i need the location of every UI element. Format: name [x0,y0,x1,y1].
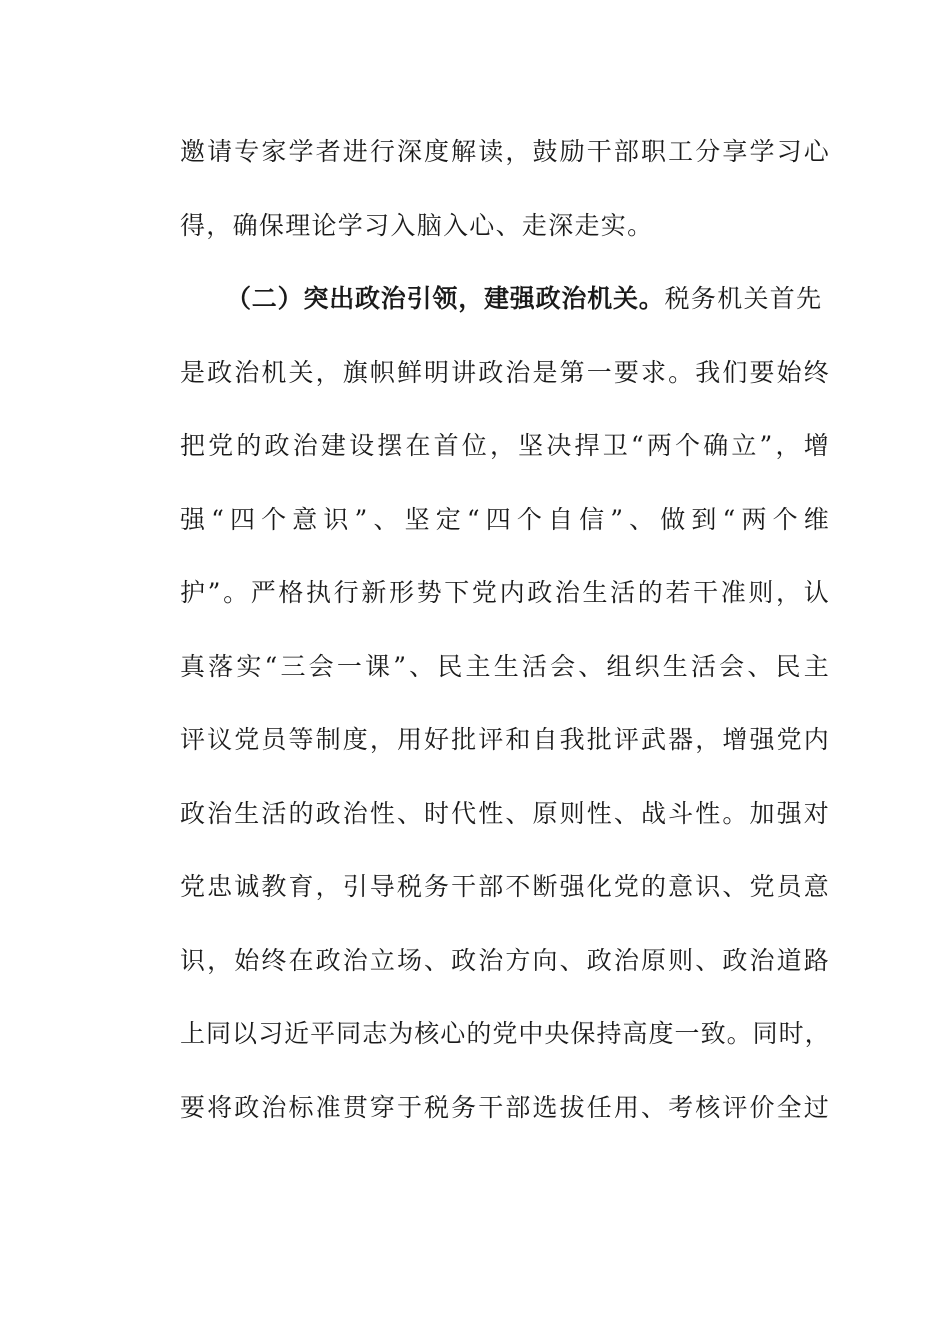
paragraph-line: 把党的政治建设摆在首位，坚决捍卫“两个确立”，增 [180,431,830,460]
paragraph-line: 是政治机关，旗帜鲜明讲政治是第一要求。我们要始终 [180,358,830,387]
section-heading: （二）突出政治引领，建强政治机关。 [226,284,665,313]
section-first-line [226,279,830,319]
section-first-line-text: 税务机关首先 [664,284,823,313]
paragraph-line: 真落实“三会一课”、民主生活会、组织生活会、民主 [180,652,830,681]
paragraph-line: 党忠诚教育，引导税务干部不断强化党的意识、党员意 [180,872,830,901]
paragraph-line: 识，始终在政治立场、政治方向、政治原则、政治道路 [180,946,830,975]
paragraph-line: 护”。严格执行新形势下党内政治生活的若干准则，认 [180,578,830,607]
paragraph-line: 政治生活的政治性、时代性、原则性、战斗性。加强对 [180,799,830,828]
paragraph-line: 评议党员等制度，用好批评和自我批评武器，增强党内 [180,725,830,754]
paragraph-line: 得，确保理论学习入脑入心、走深走实。 [180,211,654,240]
paragraph-line: 强“四个意识”、坚定“四个自信”、做到“两个维 [180,505,830,534]
paragraph-line: 要将政治标准贯穿于税务干部选拔任用、考核评价全过 [180,1093,830,1122]
paragraph-line: 邀请专家学者进行深度解读，鼓励干部职工分享学习心 [180,137,830,166]
paragraph-line: 上同以习近平同志为核心的党中央保持高度一致。同时， [180,1019,830,1048]
